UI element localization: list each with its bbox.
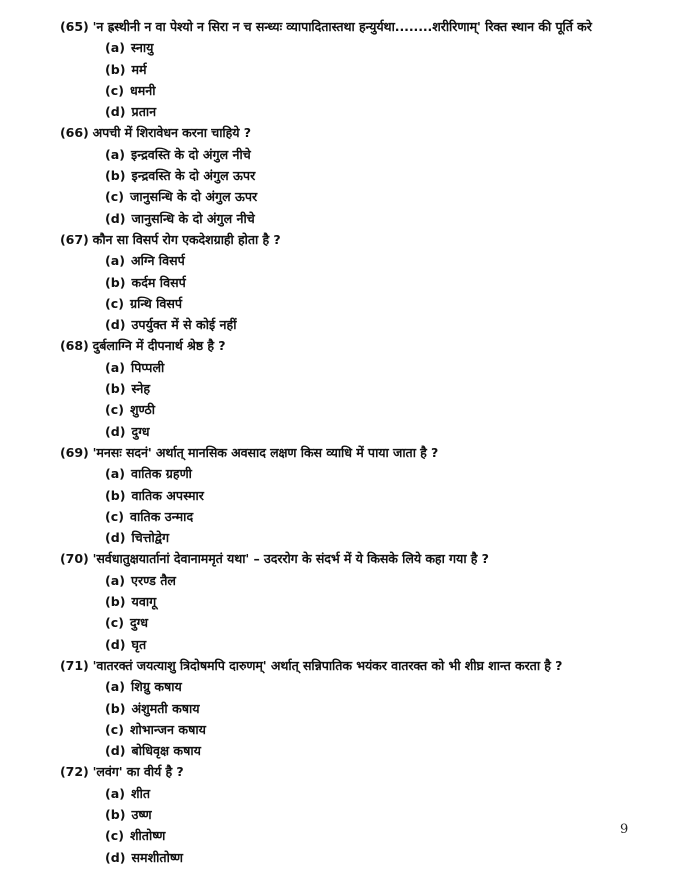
option-text: इन्द्रवस्ति के दो अंगुल नीचे [131,146,251,162]
option-letter: (d) [105,210,126,226]
option-text: एरण्ड तैल [131,572,176,588]
option-a [60,783,660,804]
option-text: जानुसन्धि के दो अंगुल नीचे [131,210,255,226]
option-c [60,80,660,101]
option-text: स्नेह [131,381,151,397]
option-letter: (c) [105,189,124,205]
option-text: बोधिवृक्ष कषाय [131,743,201,759]
option-text: कर्दम विसर्प [131,274,186,290]
option-letter: (b) [105,700,126,716]
option-letter: (b) [105,594,126,610]
option-a [60,357,660,378]
question-number: (72) [60,764,89,780]
option-text: शीत [131,785,151,801]
question-number: (70) [60,551,89,567]
option-d [60,101,660,122]
option-text: अग्नि विसर्प [131,253,185,269]
option-d [60,208,660,229]
question-68 [60,335,660,441]
option-letter: (d) [105,317,126,333]
question-text: 'मनसः सदनं' अर्थात् मानसिक अवसाद लक्षण किस व्याधि में पाया जाता है ? [92,444,439,460]
question-number: (65) [60,19,89,34]
question-66 [60,122,660,228]
option-text: प्रतान [131,104,157,120]
option-text: चित्तोद्वेग [131,530,170,546]
question-text: कौन सा विसर्प रोग एकदेशग्राही होता है ? [92,231,281,247]
option-text: मर्म [131,61,147,77]
option-letter: (a) [105,679,126,695]
question-text: दुर्बलाग्नि में दीपनार्थ श्रेष्ठ है ? [92,338,226,354]
option-b [60,591,660,612]
option-letter: (d) [105,743,126,759]
option-letter: (a) [105,40,126,56]
question-list [60,16,660,868]
question-stem [60,655,660,676]
question-text: 'वातरक्तं जयत्याशु त्रिदोषमपि दारुणम्' अर्थात् सन्निपातिक भयंकर वातरक्त को भी शीघ्र शान्त करता है ? [92,657,563,673]
option-text: स्नायु [131,40,154,56]
option-letter: (b) [105,487,126,503]
option-letter: (c) [105,82,124,98]
option-letter: (a) [105,253,126,269]
option-text: जानुसन्धि के दो अंगुल ऊपर [129,189,258,205]
option-d [60,421,660,442]
option-text: शिग्रु कषाय [131,679,182,695]
question-stem [60,229,660,250]
question-65 [60,16,660,122]
option-letter: (c) [105,828,124,844]
option-letter: (d) [105,104,126,120]
question-number: (69) [60,444,89,460]
question-71 [60,655,660,761]
option-text: उष्ण [131,806,152,822]
option-c [60,186,660,207]
option-a [60,250,660,271]
option-c [60,506,660,527]
question-stem [60,548,660,569]
question-72 [60,761,660,867]
option-text: शीतोष्ण [129,828,166,844]
option-a [60,676,660,697]
question-stem [60,761,660,782]
option-text: धमनी [129,82,156,98]
option-letter: (c) [105,721,124,737]
option-a [60,463,660,484]
option-letter: (c) [105,615,124,631]
option-letter: (a) [105,146,126,162]
option-b [60,485,660,506]
option-d [60,634,660,655]
option-c [60,825,660,846]
option-b [60,59,660,80]
question-number: (67) [60,231,89,247]
option-text: समशीतोष्ण [131,849,184,865]
option-letter: (d) [105,636,126,652]
option-text: यवागू [131,594,157,610]
option-b [60,165,660,186]
page-number: 9 [620,822,629,837]
option-letter: (a) [105,785,126,801]
option-c [60,719,660,740]
option-b [60,804,660,825]
option-d [60,527,660,548]
option-d [60,847,660,868]
option-letter: (b) [105,274,126,290]
option-d [60,314,660,335]
option-text: शुण्ठी [129,402,155,418]
question-stem [60,16,660,37]
option-text: वातिक अपस्मार [131,487,204,503]
option-letter: (d) [105,849,126,865]
option-b [60,378,660,399]
option-a [60,37,660,58]
question-stem [60,335,660,356]
option-text: उपर्युक्त में से कोई नहीं [131,317,237,333]
option-c [60,612,660,633]
option-text: इन्द्रवस्ति के दो अंगुल ऊपर [131,168,256,184]
option-text: पिप्पली [131,359,165,375]
option-letter: (d) [105,530,126,546]
question-stem [60,442,660,463]
option-letter: (c) [105,508,124,524]
question-stem [60,122,660,143]
option-b [60,698,660,719]
question-number: (66) [60,125,89,141]
question-text: अपची में शिरावेधन करना चाहिये ? [92,125,251,141]
question-69 [60,442,660,548]
option-letter: (a) [105,572,126,588]
option-letter: (a) [105,466,126,482]
option-text: अंशुमती कषाय [131,700,200,716]
option-letter: (b) [105,168,126,184]
question-70 [60,548,660,654]
option-letter: (b) [105,806,126,822]
option-letter: (c) [105,295,124,311]
option-text: वातिक ग्रहणी [131,466,192,482]
question-text: 'लवंग' का वीर्य है ? [92,764,184,780]
option-d [60,740,660,761]
option-text: ग्रन्थि विसर्प [129,295,183,311]
option-a [60,144,660,165]
option-c [60,293,660,314]
option-text: घृत [131,636,147,652]
option-c [60,399,660,420]
question-67 [60,229,660,335]
option-b [60,272,660,293]
option-text: वातिक उन्माद [129,508,194,524]
option-letter: (d) [105,423,126,439]
option-letter: (c) [105,402,124,418]
question-text: 'न ह्रस्थीनी न वा पेश्यो न सिरा न च सन्ध्यः व्यापादितास्तथा हन्युर्यथा........शरीरिणाम्' रिक्त स्थान की पूर्ति करे [92,19,592,34]
option-letter: (a) [105,359,126,375]
option-letter: (b) [105,381,126,397]
question-number: (68) [60,338,89,354]
option-a [60,570,660,591]
option-letter: (b) [105,61,126,77]
option-text: दुग्ध [129,615,148,631]
option-text: शोभान्जन कषाय [129,721,206,737]
question-text: 'सर्वधातुक्षयार्तानां देवानाममृतं यथा' – उदररोग के संदर्भ में ये किसके लिये कहा गया है ? [92,551,489,567]
question-number: (71) [60,657,89,673]
option-text: दुग्ध [131,423,150,439]
